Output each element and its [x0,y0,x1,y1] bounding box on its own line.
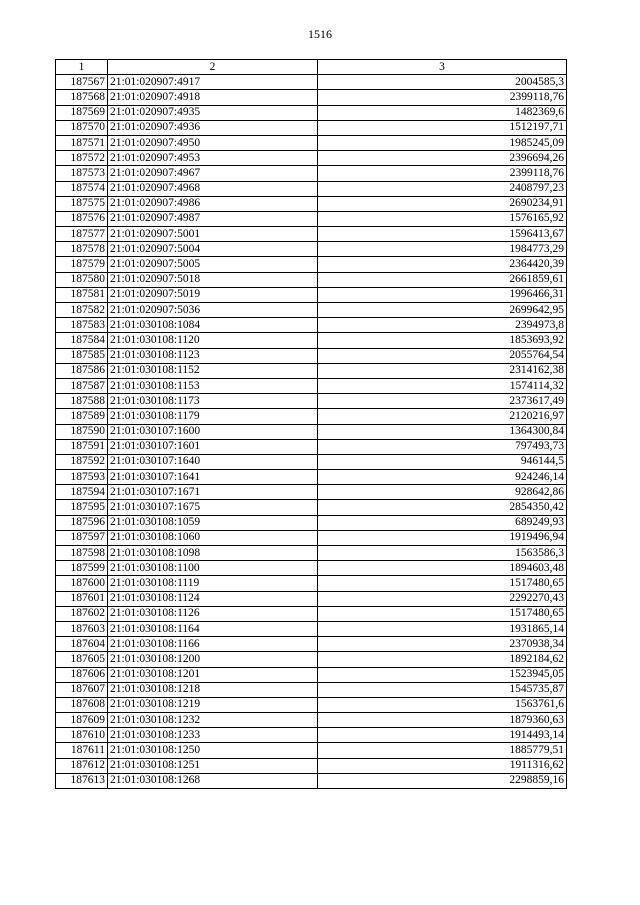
value-cell: 2292270,43 [318,591,567,606]
table-row [56,151,567,166]
row-number-cell: 187603 [56,621,108,636]
cadastral-number-cell: 21:01:030107:1600 [108,424,318,439]
value-cell: 2690234,91 [318,196,567,211]
value-cell: 1931865,14 [318,621,567,636]
value-cell: 1517480,65 [318,606,567,621]
table-row [56,470,567,485]
cadastral-number-cell: 21:01:030108:1268 [108,773,318,788]
table-row [56,211,567,226]
cadastral-number-cell: 21:01:030107:1601 [108,439,318,454]
table-row [56,242,567,257]
table-row [56,227,567,242]
row-number-cell: 187584 [56,333,108,348]
value-cell: 1545735,87 [318,682,567,697]
row-number-cell: 187574 [56,181,108,196]
cadastral-number-cell: 21:01:030108:1251 [108,758,318,773]
value-cell: 1885779,51 [318,743,567,758]
cadastral-number-cell: 21:01:030108:1123 [108,348,318,363]
value-cell: 2120216,97 [318,409,567,424]
table-row [56,591,567,606]
row-number-cell: 187578 [56,242,108,257]
table-row [56,667,567,682]
table-row [56,378,567,393]
row-number-cell: 187593 [56,470,108,485]
row-number-cell: 187595 [56,500,108,515]
cadastral-number-cell: 21:01:020907:4950 [108,135,318,150]
cadastral-number-cell: 21:01:030108:1124 [108,591,318,606]
row-number-cell: 187573 [56,166,108,181]
row-number-cell: 187602 [56,606,108,621]
row-number-cell: 187577 [56,227,108,242]
cadastral-number-cell: 21:01:020907:4967 [108,166,318,181]
table-row [56,773,567,788]
table-row [56,454,567,469]
value-cell: 2298859,16 [318,773,567,788]
row-number-cell: 187571 [56,135,108,150]
value-cell: 2661859,61 [318,272,567,287]
row-number-cell: 187582 [56,303,108,318]
row-number-cell: 187568 [56,90,108,105]
value-cell: 2055764,54 [318,348,567,363]
cadastral-number-cell: 21:01:030108:1084 [108,318,318,333]
table-row [56,394,567,409]
cadastral-number-cell: 21:01:030107:1675 [108,500,318,515]
cadastral-number-cell: 21:01:020907:5005 [108,257,318,272]
table-row [56,743,567,758]
table-row [56,697,567,712]
value-cell: 2854350,42 [318,500,567,515]
row-number-cell: 187606 [56,667,108,682]
value-cell: 797493,73 [318,439,567,454]
cadastral-number-cell: 21:01:030108:1250 [108,743,318,758]
value-cell: 1512197,71 [318,120,567,135]
table-row [56,257,567,272]
table-row [56,181,567,196]
table-row [56,166,567,181]
table-row [56,196,567,211]
row-number-cell: 187580 [56,272,108,287]
value-cell: 1911316,62 [318,758,567,773]
row-number-cell: 187600 [56,576,108,591]
table-row [56,318,567,333]
cadastral-number-cell: 21:01:020907:4917 [108,75,318,90]
row-number-cell: 187592 [56,454,108,469]
cadastral-number-cell: 21:01:030108:1119 [108,576,318,591]
table-row [56,333,567,348]
row-number-cell: 187583 [56,318,108,333]
value-cell: 2396694,26 [318,151,567,166]
row-number-cell: 187613 [56,773,108,788]
row-number-cell: 187581 [56,287,108,302]
table-row [56,120,567,135]
table-row [56,500,567,515]
row-number-cell: 187567 [56,75,108,90]
row-number-cell: 187609 [56,713,108,728]
column-header-2: 2 [108,60,318,75]
row-number-cell: 187607 [56,682,108,697]
row-number-cell: 187601 [56,591,108,606]
table-row [56,287,567,302]
table-row [56,515,567,530]
table-row [56,682,567,697]
row-number-cell: 187572 [56,151,108,166]
row-number-cell: 187596 [56,515,108,530]
table-row [56,758,567,773]
value-cell: 1894603,48 [318,561,567,576]
column-header-1: 1 [56,60,108,75]
cadastral-number-cell: 21:01:030108:1166 [108,637,318,652]
table-body [56,60,567,789]
value-cell: 2699642,95 [318,303,567,318]
row-number-cell: 187599 [56,561,108,576]
cadastral-number-cell: 21:01:030108:1120 [108,333,318,348]
value-cell: 2394973,8 [318,318,567,333]
value-cell: 2004585,3 [318,75,567,90]
row-number-cell: 187587 [56,378,108,393]
table-row [56,728,567,743]
value-cell: 1984773,29 [318,242,567,257]
table-row [56,606,567,621]
row-number-cell: 187570 [56,120,108,135]
value-cell: 2364420,39 [318,257,567,272]
value-cell: 1596413,67 [318,227,567,242]
table-row [56,637,567,652]
table-row [56,409,567,424]
cadastral-number-cell: 21:01:030108:1100 [108,561,318,576]
table-row [56,348,567,363]
value-cell: 1892184,62 [318,652,567,667]
cadastral-number-cell: 21:01:030108:1219 [108,697,318,712]
row-number-cell: 187605 [56,652,108,667]
table-header-row [56,60,567,75]
table-row [56,272,567,287]
value-cell: 928642,86 [318,485,567,500]
cadastral-number-cell: 21:01:020907:5019 [108,287,318,302]
row-number-cell: 187598 [56,546,108,561]
column-header-3: 3 [318,60,567,75]
value-cell: 2408797,23 [318,181,567,196]
row-number-cell: 187597 [56,530,108,545]
value-cell: 1576165,92 [318,211,567,226]
value-cell: 1482369,6 [318,105,567,120]
cadastral-number-cell: 21:01:030108:1232 [108,713,318,728]
value-cell: 2373617,49 [318,394,567,409]
value-cell: 1563586,3 [318,546,567,561]
cadastral-number-cell: 21:01:030108:1059 [108,515,318,530]
table-row [56,561,567,576]
cadastral-number-cell: 21:01:030108:1233 [108,728,318,743]
cadastral-number-cell: 21:01:020907:4936 [108,120,318,135]
row-number-cell: 187585 [56,348,108,363]
cadastral-number-cell: 21:01:030108:1060 [108,530,318,545]
cadastral-number-cell: 21:01:030107:1671 [108,485,318,500]
cadastral-number-cell: 21:01:030107:1641 [108,470,318,485]
value-cell: 1563761,6 [318,697,567,712]
cadastral-number-cell: 21:01:030107:1640 [108,454,318,469]
page-number: 1516 [308,27,332,41]
value-cell: 1853693,92 [318,333,567,348]
value-cell: 924246,14 [318,470,567,485]
cadastral-number-cell: 21:01:030108:1153 [108,378,318,393]
table-row [56,105,567,120]
row-number-cell: 187604 [56,637,108,652]
cadastral-number-cell: 21:01:030108:1152 [108,363,318,378]
table-row [56,75,567,90]
cadastral-number-cell: 21:01:030108:1200 [108,652,318,667]
value-cell: 2399118,76 [318,90,567,105]
table-row [56,621,567,636]
row-number-cell: 187591 [56,439,108,454]
table-row [56,485,567,500]
cadastral-number-cell: 21:01:030108:1098 [108,546,318,561]
row-number-cell: 187589 [56,409,108,424]
value-cell: 2314162,38 [318,363,567,378]
value-cell: 1914493,14 [318,728,567,743]
table-row [56,530,567,545]
value-cell: 1574114,32 [318,378,567,393]
value-cell: 1996466,31 [318,287,567,302]
value-cell: 1985245,09 [318,135,567,150]
cadastral-number-cell: 21:01:020907:5004 [108,242,318,257]
value-cell: 946144,5 [318,454,567,469]
table-row [56,303,567,318]
cadastral-number-cell: 21:01:020907:4918 [108,90,318,105]
value-cell: 1523945,05 [318,667,567,682]
table-row [56,546,567,561]
table-row [56,576,567,591]
row-number-cell: 187586 [56,363,108,378]
cadastral-number-cell: 21:01:030108:1164 [108,621,318,636]
cadastral-number-cell: 21:01:020907:4953 [108,151,318,166]
row-number-cell: 187594 [56,485,108,500]
cadastral-number-cell: 21:01:020907:5036 [108,303,318,318]
row-number-cell: 187588 [56,394,108,409]
row-number-cell: 187579 [56,257,108,272]
row-number-cell: 187576 [56,211,108,226]
table-row [56,652,567,667]
row-number-cell: 187608 [56,697,108,712]
cadastral-number-cell: 21:01:030108:1179 [108,409,318,424]
table-row [56,439,567,454]
cadastral-number-cell: 21:01:020907:4968 [108,181,318,196]
value-cell: 1879360,63 [318,713,567,728]
cadastral-number-cell: 21:01:020907:5001 [108,227,318,242]
table-row [56,363,567,378]
table-row [56,135,567,150]
row-number-cell: 187569 [56,105,108,120]
table-row [56,713,567,728]
value-cell: 2370938,34 [318,637,567,652]
cadastral-number-cell: 21:01:020907:4986 [108,196,318,211]
row-number-cell: 187610 [56,728,108,743]
cadastral-number-cell: 21:01:030108:1126 [108,606,318,621]
value-cell: 1364300,84 [318,424,567,439]
value-cell: 689249,93 [318,515,567,530]
cadastral-number-cell: 21:01:030108:1201 [108,667,318,682]
cadastral-number-cell: 21:01:020907:4935 [108,105,318,120]
cadastral-number-cell: 21:01:020907:4987 [108,211,318,226]
value-cell: 1517480,65 [318,576,567,591]
row-number-cell: 187611 [56,743,108,758]
value-cell: 2399118,76 [318,166,567,181]
cadastral-number-cell: 21:01:030108:1218 [108,682,318,697]
table-row [56,424,567,439]
registry-table [55,59,567,789]
row-number-cell: 187575 [56,196,108,211]
row-number-cell: 187590 [56,424,108,439]
table-row [56,90,567,105]
row-number-cell: 187612 [56,758,108,773]
cadastral-number-cell: 21:01:020907:5018 [108,272,318,287]
cadastral-number-cell: 21:01:030108:1173 [108,394,318,409]
value-cell: 1919496,94 [318,530,567,545]
